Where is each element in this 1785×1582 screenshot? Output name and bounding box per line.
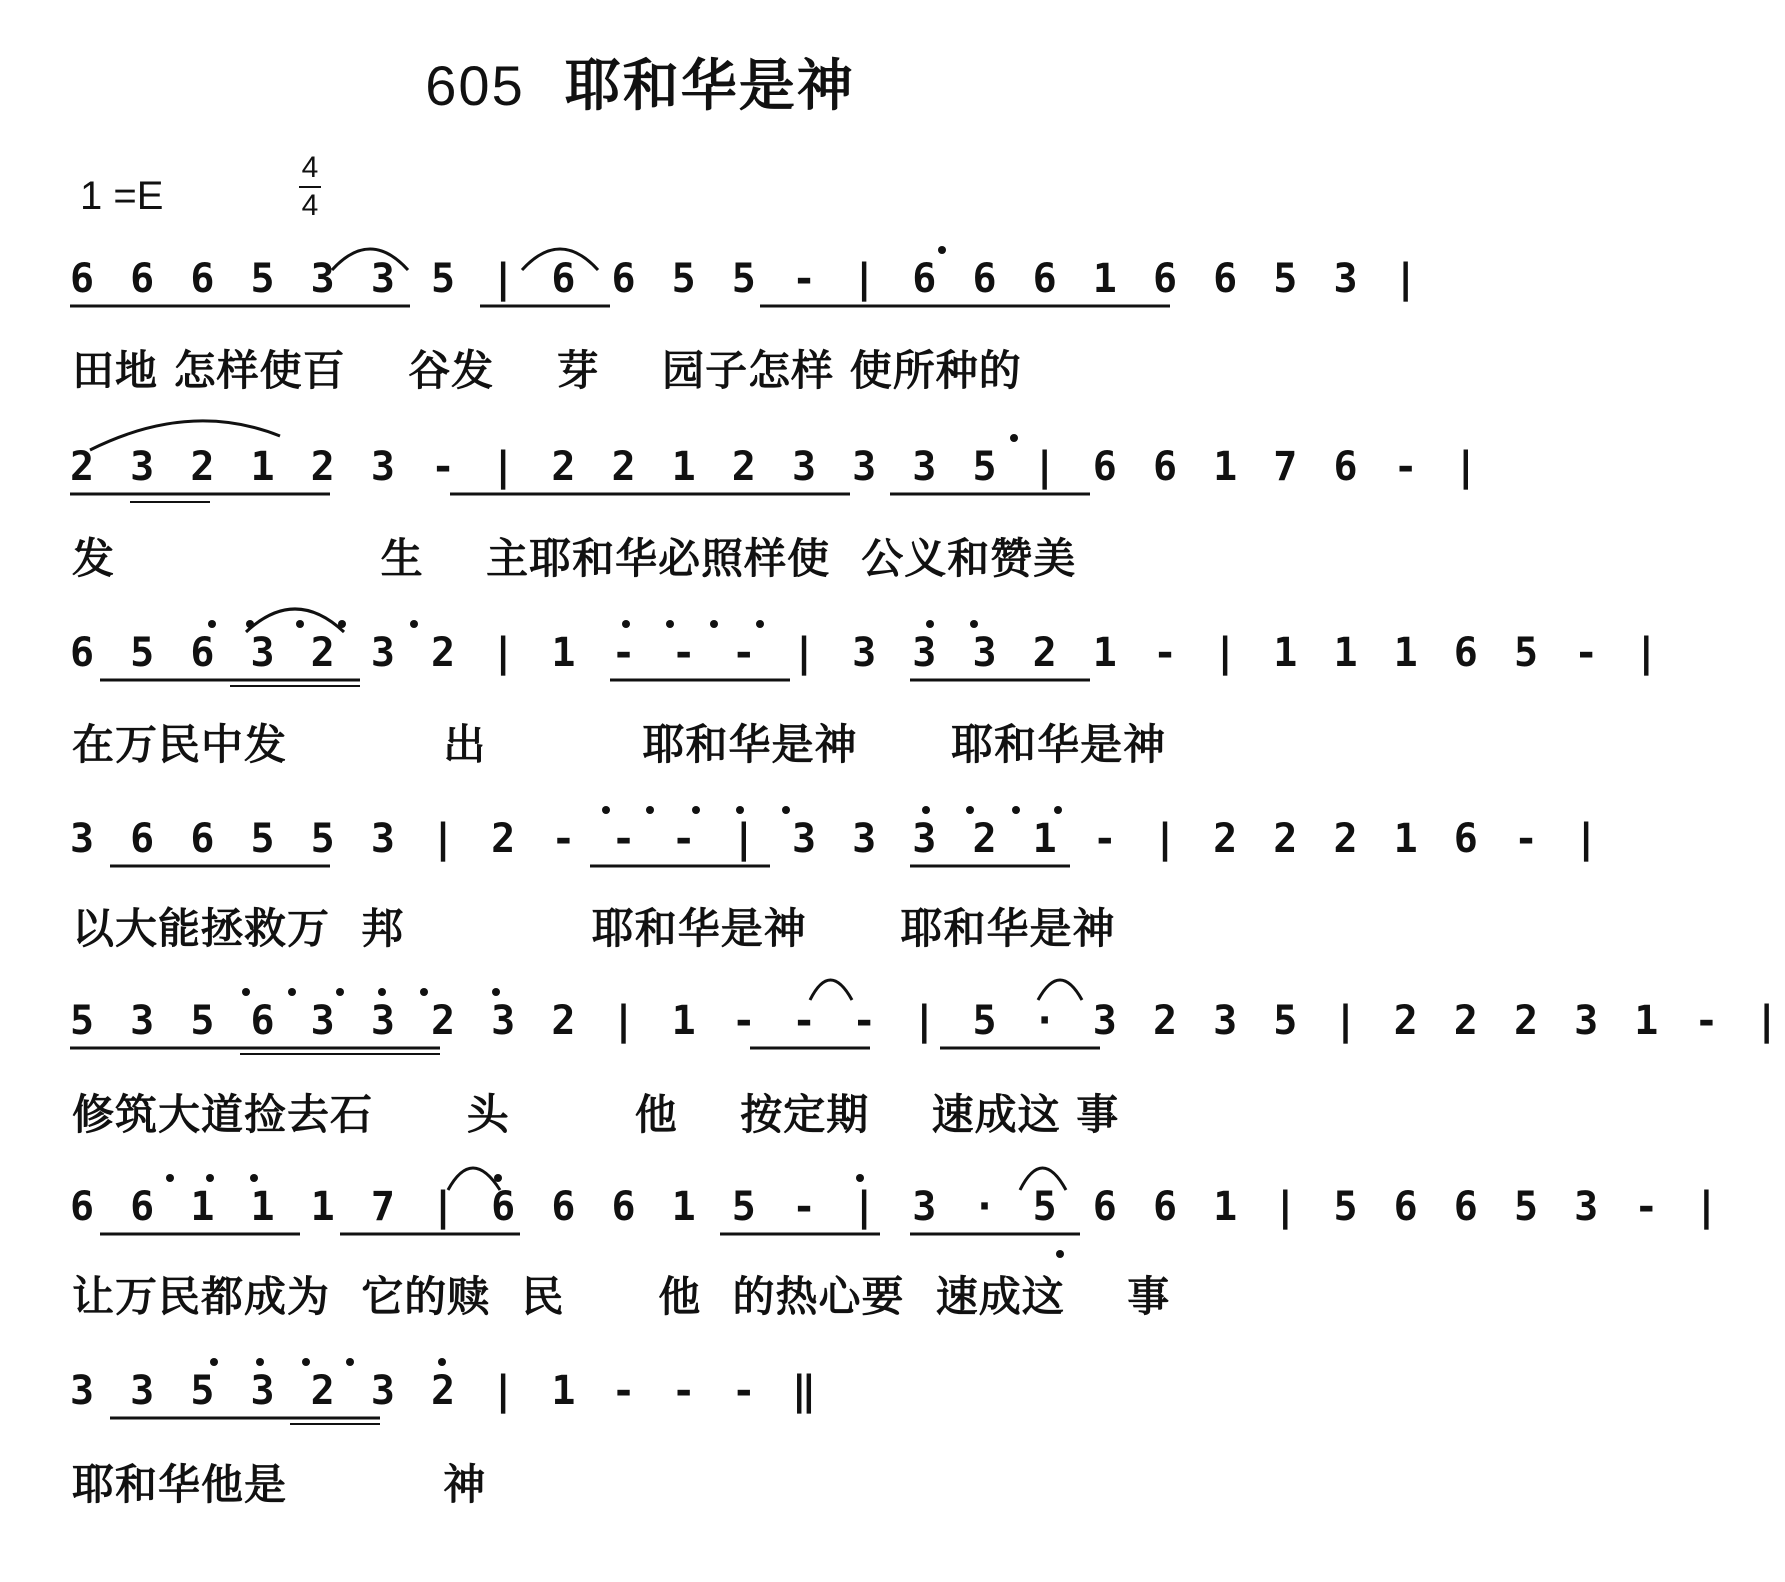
lyrics-line: 在万民中发 出 耶和华是神 耶和华是神 xyxy=(72,720,1167,769)
key-label: 1 =E xyxy=(80,174,164,218)
notation-row xyxy=(70,1176,1725,1246)
lyrics-line: 修筑大道捡去石 头 他 按定期 速成这 事 xyxy=(72,1090,1120,1139)
lyrics-line: 让万民都成为 它的赎 民 他 的热心要 速成这 事 xyxy=(72,1272,1171,1321)
notes: 6 6 6 5 3 3 5 | 6 6 5 5 - | 6 6 6 1 6 6 5 3 | xyxy=(70,256,1424,302)
time-signature xyxy=(290,150,330,224)
song-title xyxy=(0,42,1280,122)
notes: 5 3 5 6 3 3 2 3 2 | 1 - - - | 5 · 3 2 3 5 | 2 2 2 3 1 - | xyxy=(70,998,1785,1044)
notation-row xyxy=(70,990,1785,1060)
notes: 2 3 2 1 2 3 - | 2 2 1 2 3 3 3 5 | 6 6 1 7 6 - | xyxy=(70,444,1484,490)
notes: 3 6 6 5 5 3 | 2 - - - | 3 3 3 2 1 - | 2 2 2 1 6 - | xyxy=(70,816,1605,862)
notation-row xyxy=(70,808,1605,878)
notes: 6 6 1 1 1 7 | 6 6 6 1 5 - | 3 · 5 6 6 1 | 5 6 6 5 3 - | xyxy=(70,1184,1725,1230)
time-top: 4 xyxy=(301,151,319,184)
lyrics-line: 发 生 主耶和华必照样使 公义和赞美 xyxy=(72,534,1077,583)
lyrics-line: 以大能拯救万 邦 耶和华是神 耶和华是神 xyxy=(72,904,1116,953)
notes: 3 3 5 3 2 3 2 | 1 - - - ‖ xyxy=(70,1368,823,1414)
lyrics-line: 田地 怎样使百 谷发 芽 园子怎样 使所种的 xyxy=(72,346,1022,395)
lyrics-line: 耶和华他是 神 xyxy=(72,1460,487,1509)
time-bottom: 4 xyxy=(301,189,319,222)
notation-row xyxy=(70,248,1424,318)
notation-row xyxy=(70,436,1484,506)
song-number: 605 xyxy=(425,54,525,117)
song-name: 耶和华是神 xyxy=(564,54,855,119)
notation-row xyxy=(70,1360,1210,1430)
notation-row xyxy=(70,622,1665,692)
notes: 6 5 6 3 2 3 2 | 1 - - - | 3 3 3 2 1 - | 1 1 1 6 5 - | xyxy=(70,630,1665,676)
